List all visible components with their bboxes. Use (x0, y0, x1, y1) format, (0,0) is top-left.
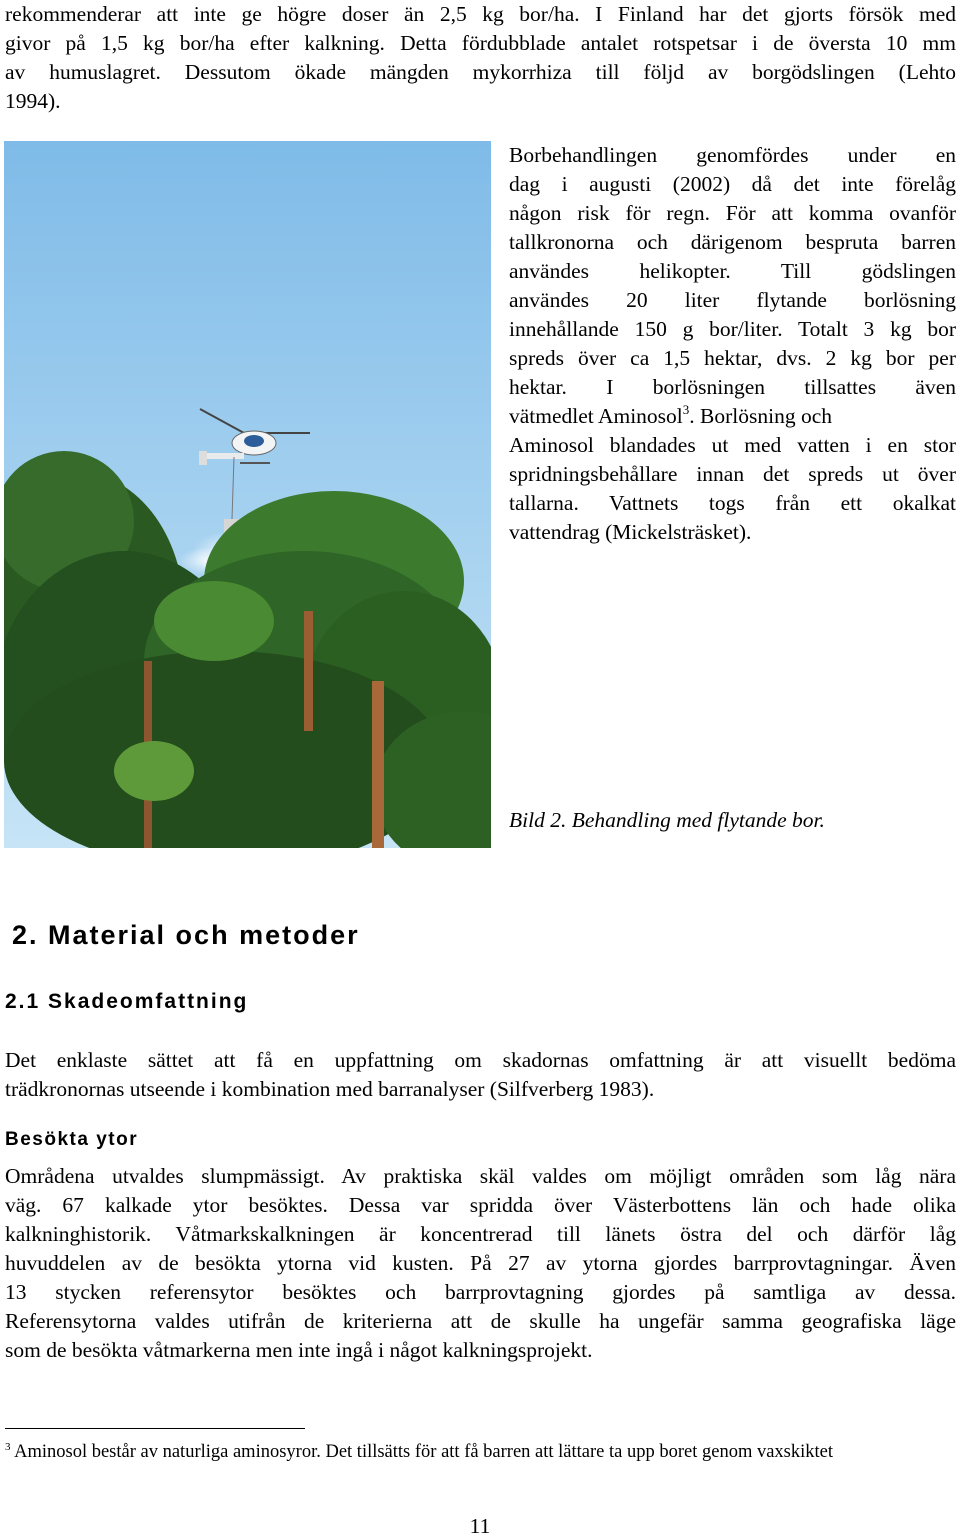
side-line: användes 20 liter flytande borlösning (509, 288, 956, 312)
minor-heading: Besökta ytor (5, 1129, 139, 1150)
helicopter-photo-illustration (4, 141, 491, 848)
side-line: tallarna. Vattnets togs från ett okalkat (509, 491, 956, 515)
helicopter-photo (4, 141, 491, 848)
ytor-line: som de besökta våtmarkerna men inte ingå i något kalkningsprojekt. (5, 1338, 593, 1362)
ytor-line: väg. 67 kalkade ytor besöktes. Dessa var spridda över Västerbottens län och hade olika (5, 1193, 956, 1217)
side-line: hektar. I borlösningen tillsattes även (509, 375, 956, 399)
footnote-ref: 3 (682, 402, 690, 417)
intro-line: rekommenderar att inte ge högre doser än 2,5 kg bor/ha. I Finland har det gjorts försök med (5, 2, 956, 26)
aminosol-word: vätmedlet Aminosol (509, 404, 683, 428)
footnote-text: Aminosol består av naturliga aminosyror. Det tillsätts för att få barren att lättare ta upp boret genom vaxskiktet (14, 1442, 834, 1462)
footnote-divider (5, 1428, 305, 1429)
side-line: dag i augusti (2002) då det inte förelåg (509, 172, 956, 196)
skade-paragraph (5, 1046, 956, 1104)
side-line: spreds över ca 1,5 hektar, dvs. 2 kg bor per (509, 346, 956, 370)
ytor-paragraph (5, 1162, 956, 1365)
treatment-description (509, 141, 956, 547)
side-line: användes helikopter. Till gödslingen (509, 259, 956, 283)
skade-line: trädkronornas utseende i kombination med barranalyser (Silfverberg 1983). (5, 1077, 655, 1101)
ytor-line: 13 stycken referensytor besöktes och barrprovtagning gjordes på samtliga av dessa. (5, 1280, 956, 1304)
footnote-mark: 3 (5, 1441, 11, 1453)
side-line (509, 402, 956, 431)
intro-line: 1994). (5, 89, 61, 113)
footnote (5, 1441, 833, 1463)
ytor-line: huvuddelen av de besökta ytorna vid kusten. På 27 av ytorna gjordes barrprovtagningar. Även (5, 1251, 956, 1275)
side-line: vattendrag (Mickelsträsket). (509, 520, 752, 544)
section-heading: 2. Material och metoder (12, 920, 360, 950)
side-line: innehållande 150 g bor/liter. Totalt 3 kg bor (509, 317, 956, 341)
intro-line: av humuslagret. Dessutom ökade mängden mykorrhiza till följd av borgödslingen (Lehto (5, 60, 956, 84)
skade-line: Det enklaste sättet att få en uppfattning om skadornas omfattning är att visuellt bedöma (5, 1048, 956, 1072)
page-number: 11 (469, 1514, 491, 1538)
side-line-part (509, 402, 832, 431)
ytor-line: Områdena utvaldes slumpmässigt. Av praktiska skäl valdes om möjligt områden som låg nära (5, 1164, 956, 1188)
side-line: någon risk för regn. För att komma ovanför (509, 201, 956, 225)
subsection-heading: 2.1 Skadeomfattning (5, 990, 249, 1013)
side-line: Aminosol blandades ut med vatten i en stor (509, 433, 956, 457)
intro-paragraph (5, 0, 956, 116)
side-line: Borbehandlingen genomfördes under en (509, 143, 956, 167)
ytor-line: kalkninghistorik. Våtmarkskalkningen är koncentrerad till länets östra del och därför låg (5, 1222, 956, 1246)
side-line: tallkronorna och därigenom bespruta barren (509, 230, 956, 254)
figure-caption: Bild 2. Behandling med flytande bor. (509, 808, 825, 832)
ytor-line: Referensytorna valdes utifrån de kriterierna att de skulle ha ungefär samma geografiska läge (5, 1309, 956, 1333)
side-line: spridningsbehållare innan det spreds ut över (509, 462, 956, 486)
intro-line: givor på 1,5 kg bor/ha efter kalkning. Detta fördubblade antalet rotspetsar i de översta 10 mm (5, 31, 956, 55)
side-line-rest: . Borlösning och (689, 404, 833, 428)
